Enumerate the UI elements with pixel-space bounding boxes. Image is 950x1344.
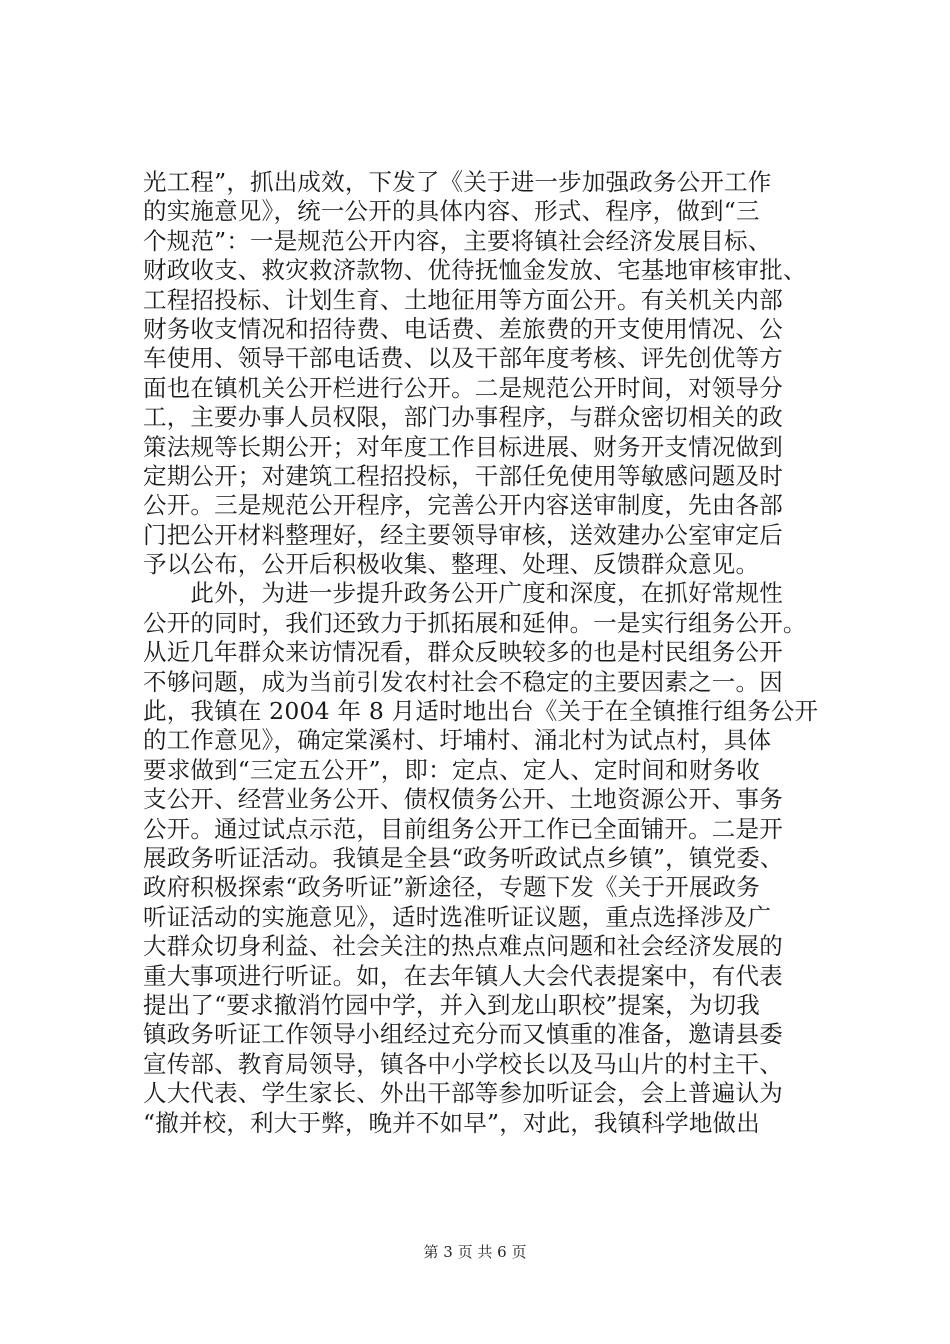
text-line: 光工程”，抓出成效，下发了《关于进一步加强政务公开工作: [143, 168, 772, 196]
text-line: 此外，为进一步提升政务公开广度和深度，在抓好常规性: [143, 579, 783, 608]
text-line: 提出了“要求撤消竹园中学，并入到龙山职校”提案，为切我: [143, 990, 760, 1019]
text-line: 工程招投标、计划生育、土地征用等方面公开。有关机关内部: [143, 285, 783, 314]
text-line: 听证活动的实施意见》，适时选准听证议题，重点选择涉及广: [143, 902, 772, 931]
text-line: 公开。通过试点示范，目前组务公开工作已全面铺开。二是开: [143, 814, 783, 843]
text-line: 财务收支情况和招待费、电话费、差旅费的开支使用情况、公: [143, 314, 783, 343]
text-line: 公开的同时，我们还致力于抓拓展和延伸。一是实行组务公开。: [143, 608, 807, 637]
text-line: 个规范”：一是规范公开内容，主要将镇社会经济发展目标、: [143, 226, 772, 255]
body-text: [143, 168, 843, 1138]
page-footer: 第 3 页 共 6 页: [423, 1243, 527, 1261]
text-line: 策法规等长期公开；对年度工作目标进展、财务开支情况做到: [143, 432, 783, 461]
text-line: 的实施意见》，统一公开的具体内容、形式、程序，做到“三: [143, 197, 760, 226]
text-line: 展政务听证活动。我镇是全县“政务听政试点乡镇”，镇党委、: [143, 843, 784, 872]
text-line: 此，我镇在 2004 年 8 月适时地出台《关于在全镇推行组务公开: [143, 697, 819, 726]
text-line: 支公开、经营业务公开、债权债务公开、土地资源公开、事务: [143, 785, 783, 814]
text-line: 人大代表、学生家长、外出干部等参加听证会，会上普遍认为: [143, 1079, 783, 1108]
text-line: 财政收支、救灾救济款物、优待抚恤金发放、宅基地审核审批、: [143, 256, 807, 285]
text-line: 予以公布，公开后积极收集、整理、处理、反馈群众意见。: [143, 550, 760, 579]
text-line: 宣传部、教育局领导，镇各中小学校长以及马山片的村主干、: [143, 1049, 783, 1078]
text-line: 重大事项进行听证。如，在去年镇人大会代表提案中，有代表: [143, 961, 783, 990]
text-line: 工，主要办事人员权限，部门办事程序，与群众密切相关的政: [143, 403, 783, 432]
text-line: 大群众切身利益、社会关注的热点难点问题和社会经济发展的: [143, 932, 783, 961]
text-line: “撤并校，利大于弊，晚并不如早”，对此，我镇科学地做出: [143, 1108, 760, 1137]
text-line: 面也在镇机关公开栏进行公开。二是规范公开时间，对领导分: [143, 373, 783, 402]
text-line: 镇政务听证工作领导小组经过充分而又慎重的准备，邀请县委: [143, 1020, 783, 1049]
text-line: 门把公开材料整理好，经主要领导审核，送效建办公室审定后: [143, 520, 783, 549]
text-line: 要求做到“三定五公开”，即：定点、定人、定时间和财务收: [143, 755, 760, 784]
text-line: 定期公开；对建筑工程招投标，干部任免使用等敏感问题及时: [143, 461, 783, 490]
text-line: 公开。三是规范公开程序，完善公开内容送审制度，先由各部: [143, 491, 783, 520]
text-line: 政府积极探索“政务听证”新途径，专题下发《关于开展政务: [143, 873, 760, 902]
text-line: 不够问题，成为当前引发农村社会不稳定的主要因素之一。因: [143, 667, 783, 696]
text-line: 车使用、领导干部电话费、以及干部年度考核、评先创优等方: [143, 344, 783, 373]
text-line: 的工作意见》，确定棠溪村、圩埔村、涌北村为试点村，具体: [143, 726, 772, 755]
text-line: 从近几年群众来访情况看，群众反映较多的也是村民组务公开: [143, 638, 783, 667]
